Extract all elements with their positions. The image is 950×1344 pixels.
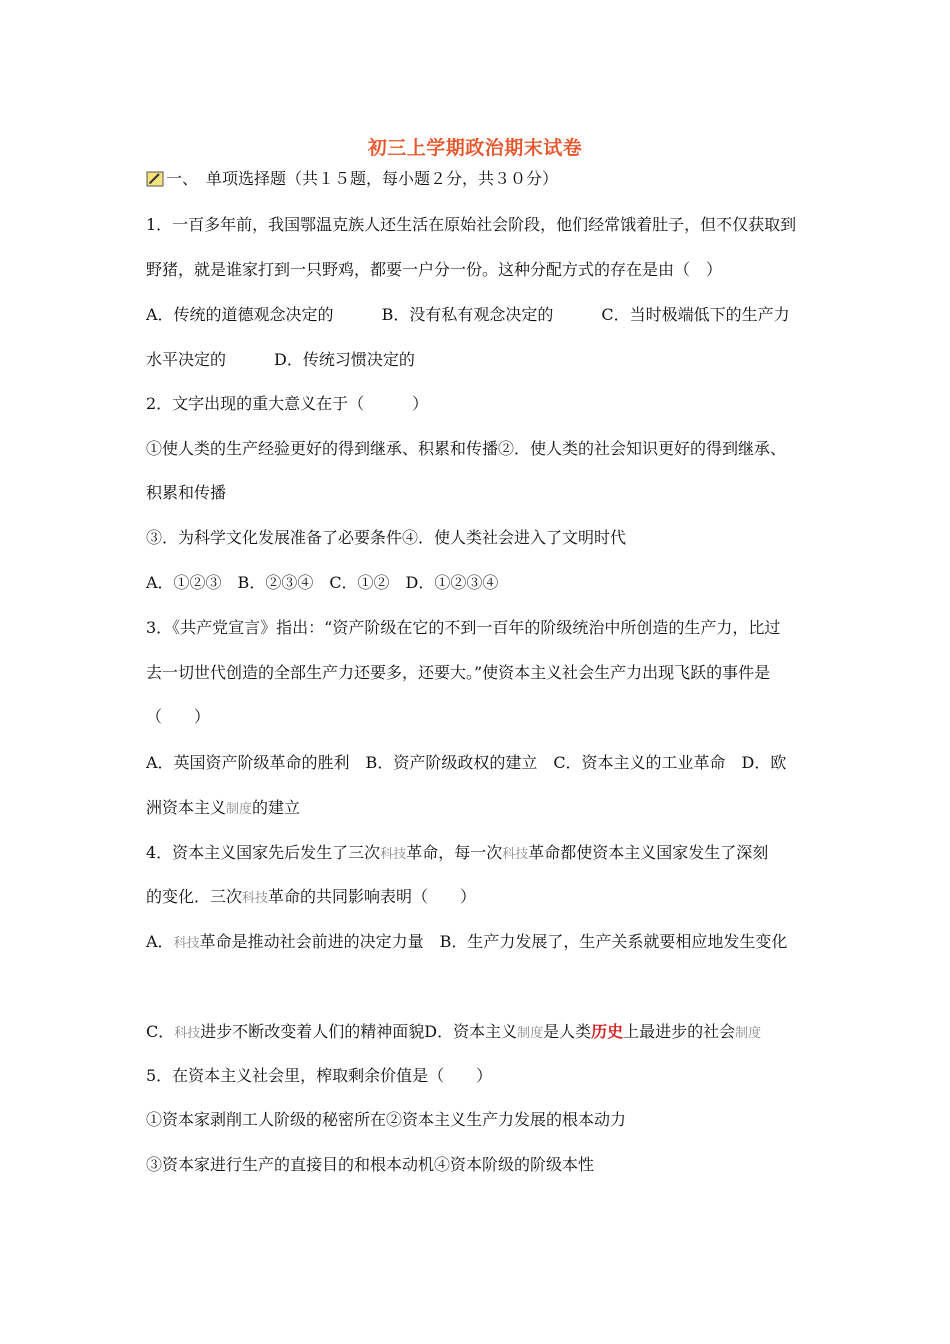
question-5-statement-1-2: ①资本家剥削工人阶级的秘密所在②资本主义生产力发展的根本动力: [146, 1110, 627, 1129]
text-run: 革命的共同影响表明（ ）: [268, 887, 477, 906]
question-5-stem: 5．在资本主义社会里，榨取剩余价值是（ ）: [146, 1066, 493, 1085]
text-run: 进步不断改变着人们的精神面貌D．资本主义: [200, 1022, 518, 1041]
question-2-options: A．①②③ B．②③④ C．①② D．①②③④: [146, 573, 499, 592]
text-run: 的变化．三次: [146, 887, 243, 906]
question-1-options-row-1: [146, 304, 790, 326]
pencil-note-icon: [146, 171, 164, 187]
question-1-line-2: 野猪，就是谁家打到一只野鸡，都要一户分一份。这种分配方式的存在是由（ ）: [146, 260, 723, 279]
question-3-line-2: 去一切世代创造的全部生产力还要多，还要大。”使资本主义社会生产力出现飞跃的事件是: [146, 663, 771, 682]
text-run: 洲资本主义: [146, 798, 227, 817]
question-3-options-cont: [146, 797, 300, 821]
question-2-stem: 2．文字出现的重大意义在于（ ）: [146, 394, 429, 413]
question-3-options: A．英国资产阶级革命的胜利 B．资产阶级政权的建立 C．资本主义的工业革命 D．欧: [146, 753, 787, 772]
text-run: 是人类: [543, 1022, 592, 1041]
text-run: 上最进步的社会: [623, 1022, 736, 1041]
text-run: 革命是推动社会前进的决定力量 B．生产力发展了，生产关系就要相应地发生变化: [199, 932, 788, 951]
question-4-options-ab: [146, 931, 787, 955]
question-5-statement-3-4: ③资本家进行生产的直接目的和根本动机④资本阶级的阶级本性: [146, 1155, 595, 1174]
question-3-line-1: 3．《共产党宣言》指出：“资产阶级在它的不到一百年的阶级统治中所创造的生产力，比过: [146, 618, 781, 637]
option-b: B．没有私有观念决定的: [381, 305, 554, 324]
option-d: D．传统习惯决定的: [274, 350, 415, 369]
text-run: C．: [146, 1022, 175, 1041]
keyword-link: 制度: [735, 1026, 762, 1041]
question-1-options-row-2: [146, 349, 415, 371]
question-2-statement-1-2: ①使人类的生产经验更好的得到继承、积累和传播②．使人类的社会知识更好的得到继承、: [146, 439, 787, 458]
text-run: 的建立: [252, 798, 301, 817]
keyword-link: 科技: [242, 891, 269, 906]
option-c: C．当时极端低下的生产力: [601, 305, 790, 324]
question-4-options-cd: [146, 1021, 761, 1045]
page-title: 初三上学期政治期末试卷: [367, 137, 583, 159]
question-4-line-1: [146, 842, 768, 866]
keyword-link: 科技: [174, 1026, 201, 1041]
text-run: 4．资本主义国家先后发生了三次: [146, 843, 381, 862]
question-4-line-2: [146, 886, 476, 910]
text-run: A．: [146, 932, 174, 951]
text-run: 革命都使资本主义国家发生了深刻: [528, 843, 769, 862]
question-1-line-1: 1．一百多年前，我国鄂温克族人还生活在原始社会阶段，他们经常饿着肚子，但不仅获取到: [146, 215, 797, 234]
question-2-statement-3-4: ③．为科学文化发展准备了必要条件④．使人类社会进入了文明时代: [146, 528, 627, 547]
highlighted-keyword: 历史: [591, 1022, 624, 1041]
keyword-link: 科技: [173, 936, 200, 951]
text-run: 革命，每一次: [406, 843, 503, 862]
keyword-link: 制度: [226, 802, 253, 817]
option-a: A．传统的道德观念决定的: [146, 305, 334, 324]
keyword-link: 制度: [517, 1026, 544, 1041]
question-2-statement-cont: 积累和传播: [146, 483, 227, 502]
option-c-continued: 水平决定的: [146, 350, 227, 369]
section-heading: [146, 168, 558, 190]
keyword-link: 科技: [380, 847, 407, 862]
keyword-link: 科技: [502, 847, 529, 862]
section-heading-text: 一、 单项选择题（共１５题，每小题２分，共３０分）: [166, 169, 559, 188]
question-3-blank: （ ）: [146, 707, 211, 726]
